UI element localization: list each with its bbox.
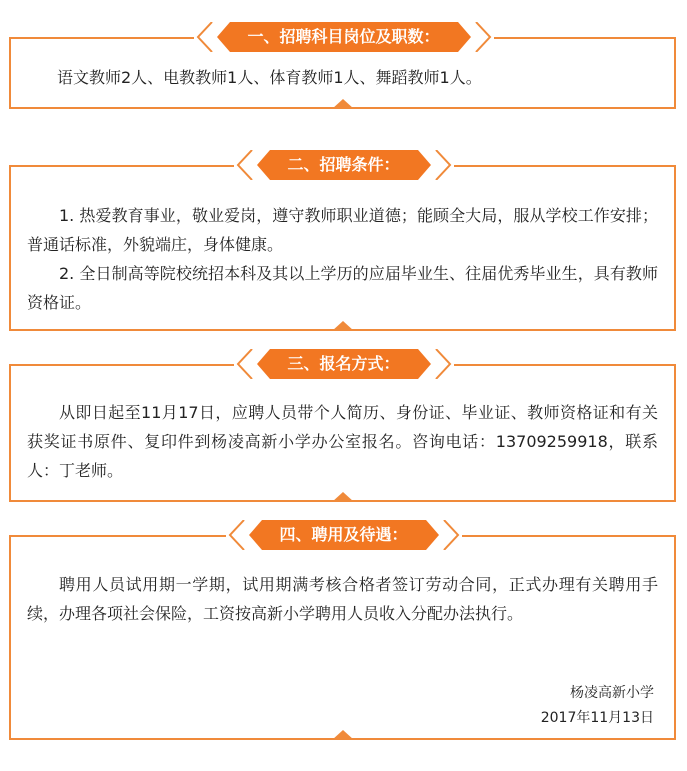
signature-block [541,681,654,731]
section-box-2 [9,165,676,331]
section-title-3: 三、报名方式： [270,349,418,379]
section-3-text: 从即日起至11月17日，应聘人员带个人简历、身份证、毕业证、教师资格证和有关获奖证书原件、复印件到杨凌高新小学办公室报名。咨询电话：13709259918，联系人：丁老师。 [27,403,658,480]
section-4-text: 聘用人员试用期一学期，试用期满考核合格者签订劳动合同，正式办理有关聘用手续，办理各项社会保险，工资按高新小学聘用人员收入分配办法执行。 [27,575,658,623]
section-box-3 [9,364,676,502]
section-2-bottom-arrow [332,321,354,331]
section-title-1: 一、招聘科目岗位及职数： [230,22,458,52]
section-header-4 [262,520,426,550]
section-header-2 [270,150,418,180]
section-title-4: 四、聘用及待遇： [262,520,426,550]
section-4-bottom-arrow [332,730,354,740]
signature-date: 2017年11月13日 [540,710,654,726]
section-header-1 [230,22,458,52]
signature-school: 杨凌高新小学 [570,685,654,701]
section-2-text-2: 2. 全日制高等院校统招本科及其以上学历的应届毕业生、往届优秀毕业生，具有教师资格证。 [27,264,658,312]
section-box-4 [9,535,676,740]
section-2-text-1: 1. 热爱教育事业，敬业爱岗，遵守教师职业道德；能顾全大局，服从学校工作安排；普通话标准，外貌端庄，身体健康。 [27,206,658,254]
section-title-2: 二、招聘条件： [270,150,418,180]
section-1-bottom-arrow [332,99,354,109]
section-3-bottom-arrow [332,492,354,502]
section-header-3 [270,349,418,379]
section-1-text: 语文教师2人、电教教师1人、体育教师1人、舞蹈教师1人。 [57,68,482,87]
